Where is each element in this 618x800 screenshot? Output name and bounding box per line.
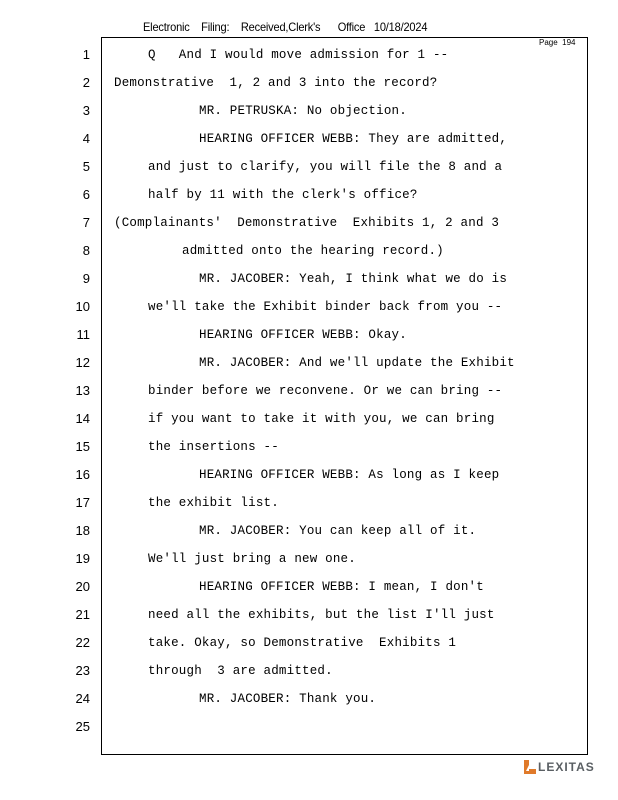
line-text: if you want to take it with you, we can bring (148, 412, 495, 426)
line-text: MR. JACOBER: And we'll update the Exhibit (199, 356, 515, 370)
line-number: 11 (76, 327, 90, 342)
transcript-line (0, 433, 618, 461)
line-text: the exhibit list. (148, 496, 279, 510)
line-number: 14 (75, 411, 90, 426)
transcript-line (0, 489, 618, 517)
transcript-line (0, 321, 618, 349)
line-number: 9 (82, 271, 90, 286)
transcript-line (0, 181, 618, 209)
transcript-line (0, 685, 618, 713)
line-number: 2 (82, 75, 90, 90)
lexitas-logo-mark-icon (524, 760, 536, 774)
line-text: and just to clarify, you will file the 8 and a (148, 160, 503, 174)
transcript-line (0, 125, 618, 153)
line-number: 19 (75, 551, 90, 566)
line-number: 7 (82, 215, 90, 230)
transcript-line (0, 209, 618, 237)
line-text: HEARING OFFICER WEBB: Okay. (199, 328, 407, 342)
transcript-line (0, 405, 618, 433)
transcript-lines (0, 41, 618, 741)
transcript-line (0, 69, 618, 97)
transcript-line (0, 349, 618, 377)
line-text: MR. JACOBER: Yeah, I think what we do is (199, 272, 508, 286)
line-text: Q And I would move admission for 1 -- (148, 48, 449, 62)
line-number: 25 (75, 719, 90, 734)
transcript-line (0, 237, 618, 265)
line-text: MR. JACOBER: Thank you. (199, 692, 377, 706)
transcript-line (0, 545, 618, 573)
line-text: binder before we reconvene. Or we can bring -- (148, 384, 503, 398)
line-text: MR. JACOBER: You can keep all of it. (199, 524, 477, 538)
line-number: 21 (75, 607, 90, 622)
line-text: through 3 are admitted. (148, 664, 333, 678)
transcript-line (0, 461, 618, 489)
line-text: admitted onto the hearing record.) (182, 244, 444, 258)
line-number: 3 (82, 103, 90, 118)
transcript-line (0, 573, 618, 601)
line-number: 18 (75, 523, 90, 538)
transcript-line (0, 713, 618, 741)
transcript-line (0, 97, 618, 125)
transcript-line (0, 657, 618, 685)
line-text: we'll take the Exhibit binder back from you -- (148, 300, 503, 314)
transcript-line (0, 377, 618, 405)
line-text: MR. PETRUSKA: No objection. (199, 104, 407, 118)
line-text: HEARING OFFICER WEBB: As long as I keep (199, 468, 500, 482)
page-number-value: 194 (562, 38, 576, 47)
line-number: 8 (82, 243, 90, 258)
line-number: 17 (75, 495, 90, 510)
line-text: half by 11 with the clerk's office? (148, 188, 418, 202)
line-text: HEARING OFFICER WEBB: I mean, I don't (199, 580, 484, 594)
line-number: 16 (75, 467, 90, 482)
line-number: 13 (75, 383, 90, 398)
filing-header: Electronic Filing: Received,Clerk's Office 10/18/2024 (143, 20, 428, 34)
line-text: We'll just bring a new one. (148, 552, 356, 566)
line-number: 20 (75, 579, 90, 594)
line-text: (Complainants' Demonstrative Exhibits 1, 2 and 3 (114, 216, 500, 230)
transcript-line (0, 153, 618, 181)
line-number: 4 (82, 131, 90, 146)
transcript-line (0, 293, 618, 321)
transcript-line (0, 41, 618, 69)
line-text: HEARING OFFICER WEBB: They are admitted, (199, 132, 508, 146)
line-number: 15 (75, 439, 90, 454)
line-number: 23 (75, 663, 90, 678)
lexitas-logo-text: LEXITAS (538, 760, 595, 774)
line-number: 5 (82, 159, 90, 174)
line-text: need all the exhibits, but the list I'll just (148, 608, 495, 622)
transcript-line (0, 601, 618, 629)
transcript-line (0, 265, 618, 293)
transcript-line (0, 629, 618, 657)
transcript-line (0, 517, 618, 545)
page-label: Page (539, 38, 558, 47)
line-text: the insertions -- (148, 440, 279, 454)
line-number: 6 (82, 187, 90, 202)
line-number: 1 (82, 47, 90, 62)
line-text: Demonstrative 1, 2 and 3 into the record? (114, 76, 438, 90)
line-number: 12 (75, 355, 90, 370)
line-number: 10 (75, 299, 90, 314)
line-number: 24 (75, 691, 90, 706)
line-number: 22 (75, 635, 90, 650)
lexitas-logo (524, 758, 595, 776)
line-text: take. Okay, so Demonstrative Exhibits 1 (148, 636, 457, 650)
